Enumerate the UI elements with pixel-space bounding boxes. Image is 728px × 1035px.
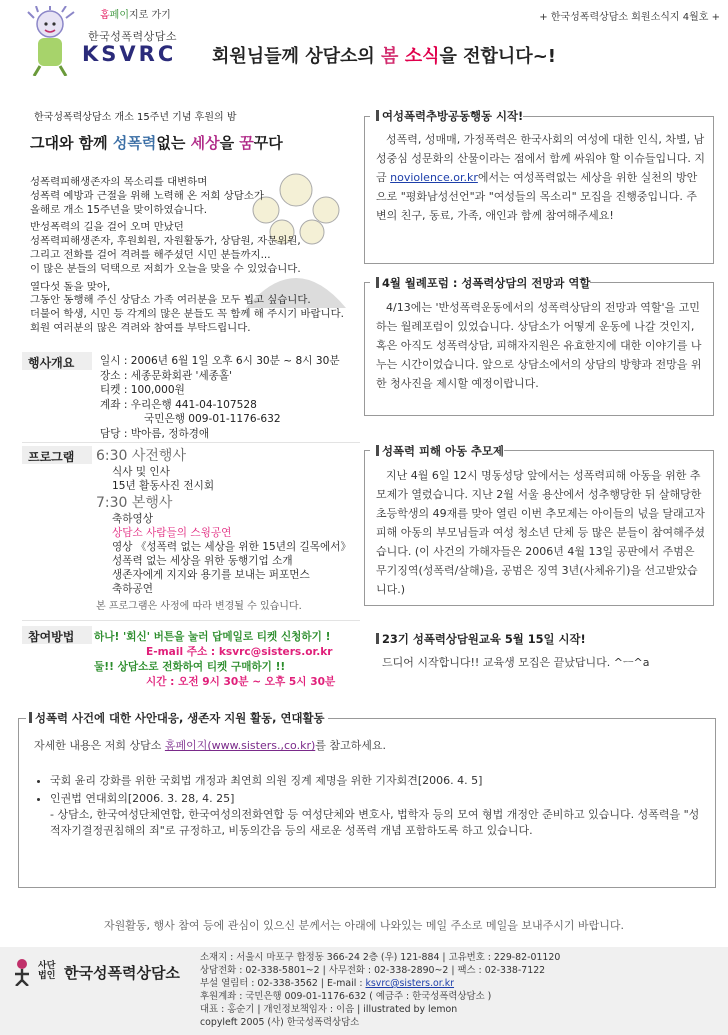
list-item: • 인권법 연대회의[2006. 3. 28, 4. 25] - 상담소, 한국여성단체연합, 한국여성의전화연합 등 여성단체와 변호사, 법학자 등의 모여 형법 개정안 준비하고 있습니다. 성폭력을 "성적자기결정권침해의 죄"로 규정하고, 비동의간음 등의 새로운 성폭력 개념 포함하도록 하고 있습니다. <box>50 791 704 839</box>
homepage-link[interactable]: 홈페이지(www.sisters.,co.kr) <box>164 739 316 752</box>
registration-label: 참여방법 <box>28 630 75 644</box>
logo-figure-icon <box>20 6 84 76</box>
cases-intro: 자세한 내용은 저희 상담소 홈페이지(www.sisters.,co.kr)를 참고하세요. <box>34 739 387 752</box>
headline: 회원님들께 상담소의 봄 소식을 전합니다~! <box>212 46 556 67</box>
footer-info: 소재지 : 서울시 마포구 합정동 366-24 2층 (우) 121-884 | 고유번호 : 229-82-01120 상담전화 : 02-338-5801~2 | 사무전화 : 02-338-2890~2 | 팩스 : 02-338-7122 부설 열림터 : 02-338-3562 | E-mail : ksvrc@sisters.or.kr 후원계좌 : 국민은행 009-01-1176-632 ( 예금주 : 한국성폭력상담소 ) 대표 : 홍순기 | 개인정보책임자 : 이음 | illustrated by lemon copyleft 2005 (사) 한국성폭력상담소 <box>200 952 561 1028</box>
org-emblem-icon <box>12 958 32 986</box>
list-item: • 국회 윤리 강화를 위한 국회법 개정과 최연희 의원 징계 제명을 위한 기자회견[2006. 4. 5] <box>50 773 704 789</box>
news-body-memorial: 지난 4월 6일 12시 명동성당 앞에서는 성폭력피해 아동을 위한 추모제가 열렸습니다. 지난 2월 서울 용산에서 성추행당한 뒤 살해당한 초등학생의 49재를 맞아 열린 이번 추모제는 아이들의 넋을 달래고자 피해 아동의 부모님들과 여성 청소년 단체 등 많은 분들이 참여해주셨습니다. (이 사건의 가해자들은 2006년 4월 13일 공판에서 주범은 무기징역(성폭력/살해)을, 공범은 징역 3년(사체유기)을 선고받았습니다.) <box>376 469 705 596</box>
news-title-forum: 4월 월례포럼 : 성폭력상담의 전망과 역할 <box>370 275 590 291</box>
event-slogan: 그대와 함께 성폭력없는 세상을 꿈꾸다 <box>30 134 283 152</box>
email-link[interactable]: ksvrc@sisters.or.kr <box>365 978 455 989</box>
cases-title: 성폭력 사건에 대한 사안대응, 생존자 지원 활동, 연대활동 <box>26 710 328 726</box>
home-link[interactable]: 홈페이지로 가기 <box>100 10 171 21</box>
divider <box>22 620 360 621</box>
news-body-training: 드디어 시작합니다!! 교육생 모집은 끝났답니다. ^ㅡ^a <box>382 656 650 669</box>
org-name: 한국성폭력상담소 <box>64 964 180 982</box>
intro-paragraph: 열다섯 돌을 맞아, 그동안 동행해 주신 상담소 가족 여러분을 모두 뵙고 싶습니다. 더불어 학생, 시민 등 각계의 많은 분들도 꼭 함께 해 주시기 바랍니다. 회원 여러분의 많은 격려와 참여를 부탁드립니다. <box>30 280 344 334</box>
overview-label: 행사개요 <box>28 356 75 370</box>
org-corp-label: 사단 법인 <box>38 961 56 981</box>
news-title-training: 23기 성폭력상담원교육 5월 15일 시작! <box>370 631 586 647</box>
program-label: 프로그램 <box>28 450 75 464</box>
contact-notice: 자원활동, 행사 참여 등에 관심이 있으신 분께서는 아래에 나와있는 메일 주소로 메일을 보내주시기 바랍니다. <box>104 919 624 932</box>
news-title-violence: 여성폭력추방공동행동 시작! <box>370 108 523 124</box>
divider <box>22 442 360 443</box>
logo-abbr: KSVRC <box>82 42 177 66</box>
cases-list <box>50 773 704 841</box>
intro-paragraph: 반성폭력의 길을 걸어 오며 만났던 성폭력피해생존자, 후원회원, 자원활동가, 상담원, 자문위원, 그리고 전화를 걸어 격려를 해주셨던 시민 분들까지... 이 많은 분들의 덕택으로 저희가 오늘을 맞을 수 있었습니다. <box>30 221 301 275</box>
event-intro <box>30 176 360 340</box>
noviolence-link[interactable]: noviolence.or.kr <box>390 171 478 184</box>
news-title-memorial: 성폭력 피해 아동 추모제 <box>370 443 504 459</box>
news-body-violence: 성폭력, 성매매, 가정폭력은 한국사회의 여성에 대한 인식, 차별, 남성중심 성문화의 산물이라는 점에서 함께 싸워야 할 이슈들입니다. 지금 noviolence.or.kr에서는 여성폭력없는 세상을 위한 실천의 방안으로 "평화남성선언"과 "여성들의 목소리" 모집을 진행중입니다. 주변의 친구, 동료, 가족, 애인과 함께 참여해주세요! <box>376 133 705 222</box>
intro-paragraph: 성폭력피해생존자의 목소리를 대변하며 성폭력 예방과 근절을 위해 노력해 온 저희 상담소가 올해로 개소 15주년을 맞이하였습니다. <box>30 176 264 216</box>
program-list: 6:30 사전행사 식사 및 인사 15년 활동사진 전시회 7:30 본행사 축하영상 상담소 사람들의 스윙공연 영상 《성폭력 없는 세상을 위한 15년의 길목에서》 성폭력 없는 세상을 위한 동행기업 소개 생존자에게 지지와 용기를 보내는 퍼포먼스 축하공연 본 프로그램은 사정에 따라 변경될 수 있습니다. <box>96 448 352 612</box>
newsletter-id: + 한국성폭력상담소 회원소식지 4월호 + <box>539 12 720 23</box>
news-body-forum: 4/13에는 '반성폭력운동에서의 성폭력상담의 전망과 역할'을 고민하는 월례포럼이 있었습니다. 상담소가 어떻게 운동에 나갈 것인지, 혹은 아직도 성폭력상담, 피해자지원은 유효한지에 대한 이야기를 나누는 시간이었습니다. 앞으로 상담소에서의 상담의 방향과 전망을 위한 청사진을 제시할 예정이랍니다. <box>376 301 702 390</box>
event-subtitle: 한국성폭력상담소 개소 15주년 기념 후원의 밤 <box>34 112 237 123</box>
logo-name: 한국성폭력상담소 <box>88 30 178 43</box>
registration-info: 하나! '회신' 버튼을 눌러 답메일로 티켓 신청하기 ! E-mail 주소 : ksvrc@sisters.or.kr 둘!! 상담소로 전화하여 티켓 구매하기 !! 시간 : 오전 9시 30분 ~ 오후 5시 30분 <box>94 631 336 688</box>
overview-info: 일시 : 2006년 6월 1일 오후 6시 30분 ~ 8시 30분 장소 : 세종문화회관 '세종홀' 티켓 : 100,000원 계좌 : 우리은행 441-04-107528 국민은행 009-01-1176-632 담당 : 박아름, 정하경애 <box>100 355 340 440</box>
